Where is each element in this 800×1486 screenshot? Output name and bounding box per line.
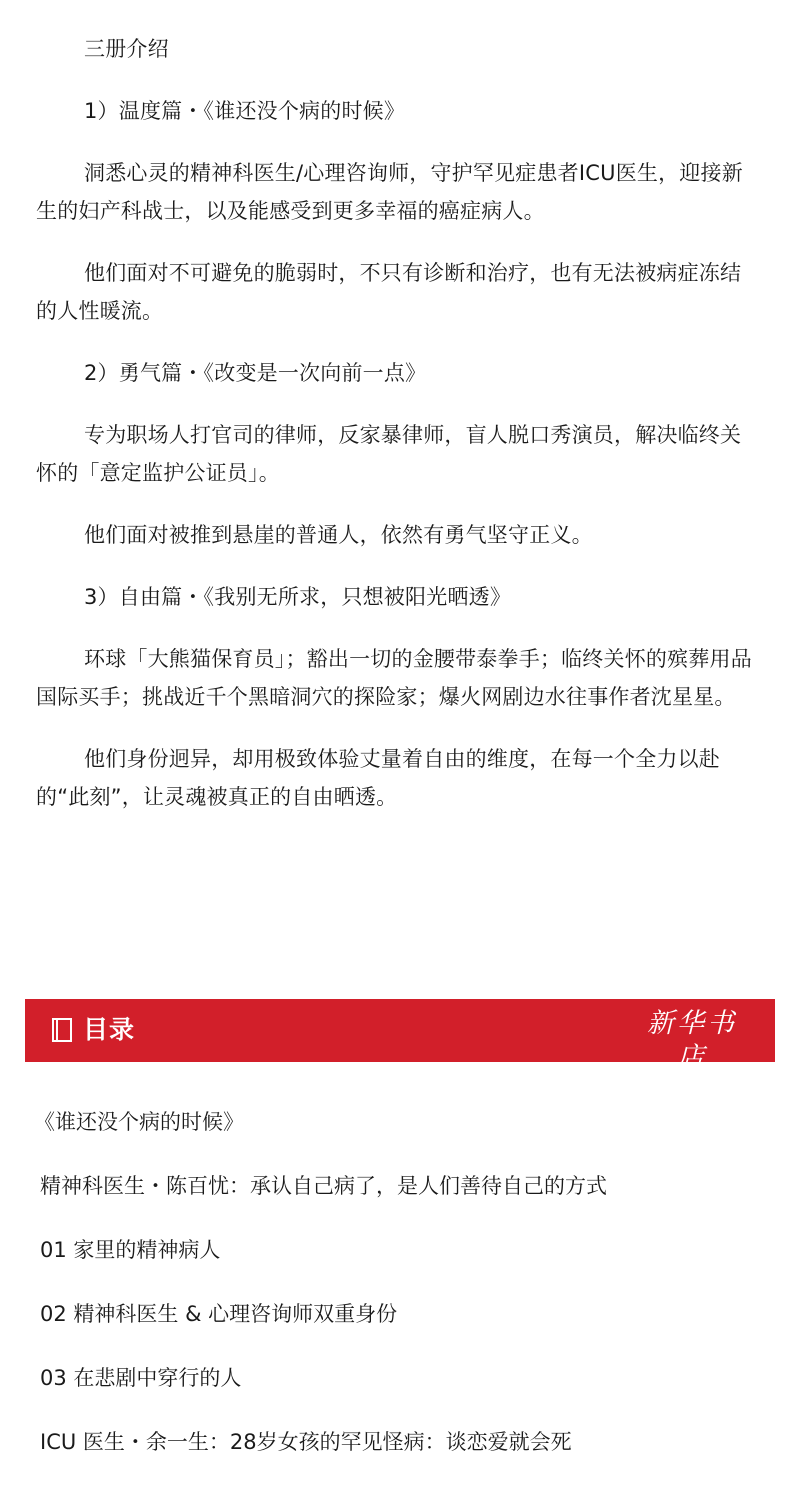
section-paragraph: 环球「大熊猫保育员」；豁出一切的金腰带泰拳手；临终关怀的殡葬用品国际买手；挑战近千个黑暗洞穴的探险家；爆火网剧边水往事作者沈星星。 <box>36 647 752 709</box>
section-paragraph: 他们面对不可避免的脆弱时，不只有诊断和治疗，也有无法被病症冻结的人性暖流。 <box>36 261 742 323</box>
intro-section <box>36 30 760 840</box>
logo-chinese-text: 新华书店 <box>647 1008 737 1073</box>
toc-banner <box>25 999 775 1084</box>
toc-book-title: 《谁还没个病的时候》 <box>34 1110 244 1134</box>
section-paragraph: 洞悉心灵的精神科医生/心理咨询师，守护罕见症患者ICU医生，迎接新生的妇产科战士，以及能感受到更多幸福的癌症病人。 <box>36 161 743 223</box>
section-title: 2）勇气篇・《改变是一次向前一点》 <box>84 361 427 385</box>
toc-section: 02 精神科医生 & 心理咨询师双重身份 <box>40 1302 398 1326</box>
toc-chapter: ICU 医生・余一生：28岁女孩的罕见怪病：谈恋爱就会死 <box>40 1430 572 1454</box>
toc-section: 01 家里的精神病人 <box>40 1238 221 1262</box>
book-icon <box>51 1017 73 1043</box>
toc-chapter: 精神科医生・陈百忧：承认自己病了，是人们善待自己的方式 <box>40 1174 607 1198</box>
table-of-contents <box>34 1102 770 1486</box>
xinhua-bookstore-logo <box>637 1007 747 1084</box>
logo-english-text: XINHUA BOOKSTORE <box>643 1076 741 1084</box>
section-title: 1）温度篇・《谁还没个病的时候》 <box>84 99 406 123</box>
section-title: 3）自由篇・《我别无所求，只想被阳光晒透》 <box>84 585 512 609</box>
section-paragraph: 专为职场人打官司的律师，反家暴律师，盲人脱口秀演员，解决临终关怀的「意定监护公证员」。 <box>36 423 742 485</box>
toc-title: 目录 <box>83 1015 136 1044</box>
toc-section: 03 在悲剧中穿行的人 <box>40 1366 242 1390</box>
section-paragraph: 他们身份迥异，却用极致体验丈量着自由的维度，在每一个全力以赴的“此刻”，让灵魂被真正的自由晒透。 <box>36 747 720 809</box>
section-paragraph: 他们面对被推到悬崖的普通人，依然有勇气坚守正义。 <box>84 523 593 547</box>
intro-heading: 三册介绍 <box>84 37 169 61</box>
